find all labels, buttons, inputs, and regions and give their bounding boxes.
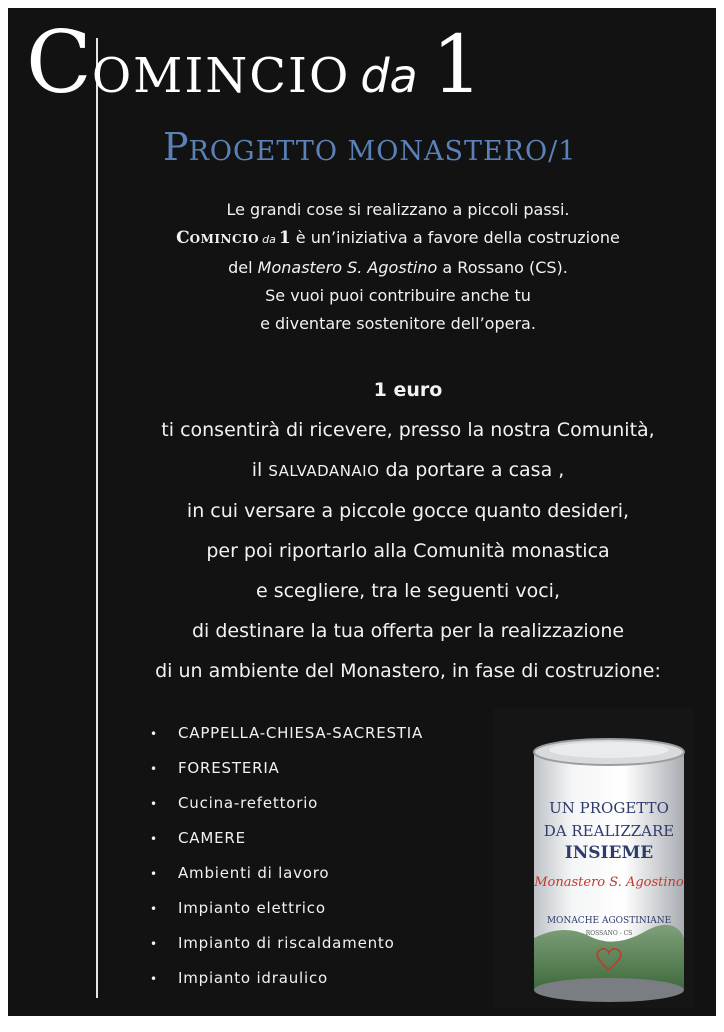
bullet-icon: • [150,867,158,881]
body-line-6: di destinare la tua offerta per la realizzazione [191,620,625,642]
body-line-1: ti consentirà di ricevere, presso la nostra Comunità, [161,419,655,441]
title-number: 1 [431,18,483,111]
title-da: da [360,49,418,103]
intro-line-4: Se vuoi puoi contribuire anche tu [265,286,531,305]
bullet-icon: • [150,972,158,986]
list-item [150,961,423,996]
inline-brand-initial: C [176,228,190,248]
list-item-label: Impianto elettrico [178,899,326,917]
page-title [26,13,483,113]
inline-brand-number: 1 [278,228,291,248]
can-line-3: INSIEME [564,843,654,863]
options-list [150,716,423,996]
body-line-3: in cui versare a piccole gocce quanto desideri, [186,500,630,522]
intro-line-3-pre: del [228,258,258,277]
title-rest: OMINCIO [91,48,351,104]
list-item [150,751,423,786]
list-item-label: Cucina-refettorio [178,794,319,812]
can-line-1: UN PROGETTO [549,799,669,817]
bullet-icon: • [150,727,158,741]
intro-text [98,196,698,338]
body-line-2-post: da portare a casa , [379,459,565,481]
list-item [150,716,423,751]
poster [8,8,716,1016]
list-item [150,786,423,821]
list-item-label: Impianto idraulico [178,969,328,987]
bullet-icon: • [150,762,158,776]
subtitle-rest: ROGETTO MONASTERO/1 [188,136,577,167]
body-line-4: per poi riportarlo alla Comunità monastica [206,540,610,562]
can-place: ROSSANO - CS [585,930,633,937]
bullet-icon: • [150,937,158,951]
body-line-5: e scegliere, tra le seguenti voci, [255,580,560,602]
intro-line-1: Le grandi cose si realizzano a piccoli passi. [226,200,570,219]
subtitle-initial: P [163,125,189,169]
can-lid-inner [549,742,669,758]
inline-brand-rest: OMINCIO [189,232,260,246]
can-line-2: DA REALIZZARE [543,822,675,840]
euro-heading: 1 euro [373,379,443,401]
title-initial: C [26,13,92,113]
intro-line-2 [98,224,698,254]
bullet-icon: • [150,902,158,916]
list-item-label: CAMERE [178,829,246,847]
bullet-icon: • [150,797,158,811]
intro-line-5: e diventare sostenitore dell’opera. [260,314,536,333]
list-item [150,821,423,856]
can-script: Monastero S. Agostino [534,875,684,890]
bullet-icon: • [150,832,158,846]
intro-line-2-rest: è un’iniziativa a favore della costruzione [290,228,620,247]
intro-line-3-post: a Rossano (CS). [437,258,568,277]
list-item [150,891,423,926]
body-text [98,370,716,691]
list-item-label: CAPPELLA-CHIESA-SACRESTIA [178,724,424,742]
can-org: MONACHE AGOSTINIANE [546,916,672,926]
list-item-label: Ambienti di lavoro [178,864,330,882]
money-box-can-image [494,708,694,1008]
body-line-2-pre: il [251,459,269,481]
list-item [150,856,423,891]
subtitle [163,125,577,169]
body-line-7: di un ambiente del Monastero, in fase di costruzione: [155,660,661,682]
monastery-name: Monastero S. Agostino [257,258,438,277]
inline-brand [176,228,291,247]
intro-line-3 [98,254,698,282]
inline-brand-da: da [262,233,276,246]
list-item-label: Impianto di riscaldamento [178,934,395,952]
can-bottom [534,978,684,1002]
salvadanaio-word: SALVADANAIO [268,462,380,480]
body-line-2 [98,450,716,491]
list-item-label: FORESTERIA [178,759,280,777]
list-item [150,926,423,961]
